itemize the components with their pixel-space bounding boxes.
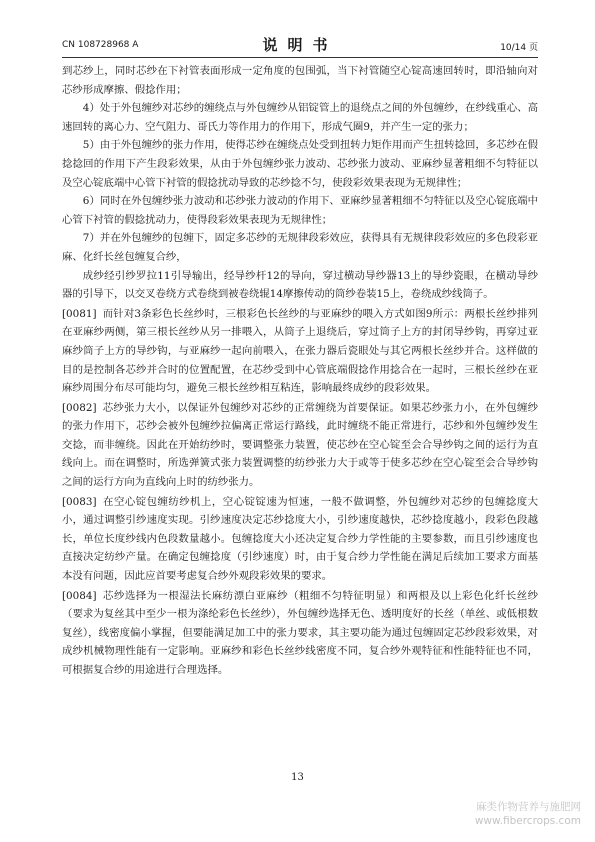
paragraph: [0082] 芯纱张力大小，以保证外包缠纱对芯纱的正常缠绕为首要保证。如果芯纱张力小，在外包缠纱的张力作用下，芯纱会被外包缠纱拉偏离正常运行路线，此时缠绕不能正常进行，芯纱和外包缠纱发生交捻，而非缠绕。因此在开始纺纱时，要调整张力装置，使芯纱在空心锭至会合导纱钩之间的运行为直线向上。而在调整时，所选弹簧式张力装置调整的纺纱张力大于或等于使多芯纱在空心锭至会合导纱钩之间的运行方向为直线向上时的纺纱张力。 (62, 401, 538, 489)
paragraph: 7）并在外包缠纱的包缠下，固定多芯纱的无规律段彩效应，获得具有无规律段彩效应的多色段彩亚麻、化纤长丝包缠复合纱， (62, 232, 538, 263)
paragraph: 到芯纱上，同时芯纱在下衬管表面形成一定角度的包围弧，当下衬管随空心锭高速回转时，即沿轴向对芯纱形成摩擦、假捻作用； (62, 65, 538, 96)
paragraph: 4）处于外包缠纱对芯纱的缠绕点与外包缠纱从铝锭管上的退绕点之间的外包缠纱，在纱线重心、高速回转的离心力、空气阻力、哥氏力等作用力的作用下，形成气圈9，并产生一定的张力； (62, 102, 538, 133)
page-indicator: 10/14 页 (500, 43, 538, 53)
paragraph: 6）同时在外包缠纱张力波动和芯纱张力波动的作用下、亚麻纱显著粗细不匀特征以及空心锭底端中心管下衬管的假捻扰动力，使得段彩效果表现为无规律性； (62, 195, 538, 226)
paragraph: [0081] 而针对3条彩色长丝纱时，三根彩色长丝纱的与亚麻纱的喂入方式如图9所示：两根长丝纱排列在亚麻纱两侧，第三根长丝纱从另一排喂入，从筒子上退绕后，穿过筒子上方的封闭导纱钩，再穿过亚麻纱筒子上方的导纱钩，与亚麻纱一起向前喂入，在张力器后瓷眼处与其它两根长丝纱并合。这样做的目的是控制各芯纱并合时的位置配置，在芯纱受到中心管底端假捻作用捻合在一起时，三根长丝纱在亚麻纱周围分布尽可能均匀，避免三根长丝纱相互粘连，影响最终成纱的段彩效果。 (62, 307, 538, 395)
header-divider (62, 57, 538, 58)
watermark-title: 麻类作物营养与施肥网 (476, 801, 581, 813)
paragraph: 成纱经引纱罗拉11引导输出，经导纱杆12的导向，穿过横动导纱器13上的导纱瓷眼，在横动导纱器的引导下，以交叉卷绕方式卷绕到被卷绕辊14摩擦传动的筒纱卷装15上，卷绕成纱线筒子。 (62, 269, 538, 301)
paragraph-tag: [0083] (62, 495, 97, 508)
document-body (62, 62, 538, 680)
paragraph: [0084] 芯纱选择为一根湿法长麻纺漂白亚麻纱（粗细不匀特征明显）和两根及以上彩色化纤长丝纱（要求为复丝其中至少一根为涤纶彩色长丝纱），外包缠纱选择无色、透明度好的长丝（单丝、或低根数复丝），线密度偏小掌握，但要能满足加工中的张力要求，其主要功能为通过包缠固定芯纱段彩效果，对成纱机械物理性能有一定影响。亚麻纱和彩色长丝纱线密度不同，复合纱外观特征和性能特征也不同，可根据复合纱的用途进行合理选择。 (62, 589, 538, 676)
paragraph-tag: [0084] (62, 589, 97, 602)
patent-number: CN 108728968 A (62, 40, 139, 50)
document-title: 说明书 (262, 36, 338, 54)
page-header (62, 30, 538, 54)
paragraph: [0083] 在空心锭包缠纺纱机上，空心锭锭速为恒速，一般不做调整，外包缠纱对芯纱的包缠捻度大小，通过调整引纱速度实现。引纱速度决定芯纱捻度大小，引纱速度越快，芯纱捻度越小，段彩色段越长，单位长度纱线内色段数量越小。包缠捻度大小还决定复合纱力学性能的主要参数，而且引纱速度也直接决定纺纱产量。在确定包缠捻度（引纱速度）时，由于复合纱力学性能在满足后续加工要求方面基本没有问题，因此应首要考虑复合纱外观段彩效果的要求。 (62, 495, 538, 583)
site-watermark (475, 800, 581, 828)
paragraph-tag: [0081] (62, 307, 97, 320)
paragraph-tag: [0082] (62, 401, 97, 414)
paragraph: 5）由于外包缠纱的张力作用，使得芯纱在缠绕点处受到扭转力矩作用而产生扭转捻回，多芯纱在假捻捻回的作用下产生段彩效果，从由于外包缠纱张力波动、芯纱张力波动、亚麻纱显著粗细不匀特征以及空心锭底端中心管下衬管的假捻扰动导致的芯纱捻不匀，使段彩效果表现为无规律性； (62, 139, 538, 189)
watermark-url: www.fibercrops.com (474, 815, 581, 827)
page-number: 13 (291, 772, 304, 783)
